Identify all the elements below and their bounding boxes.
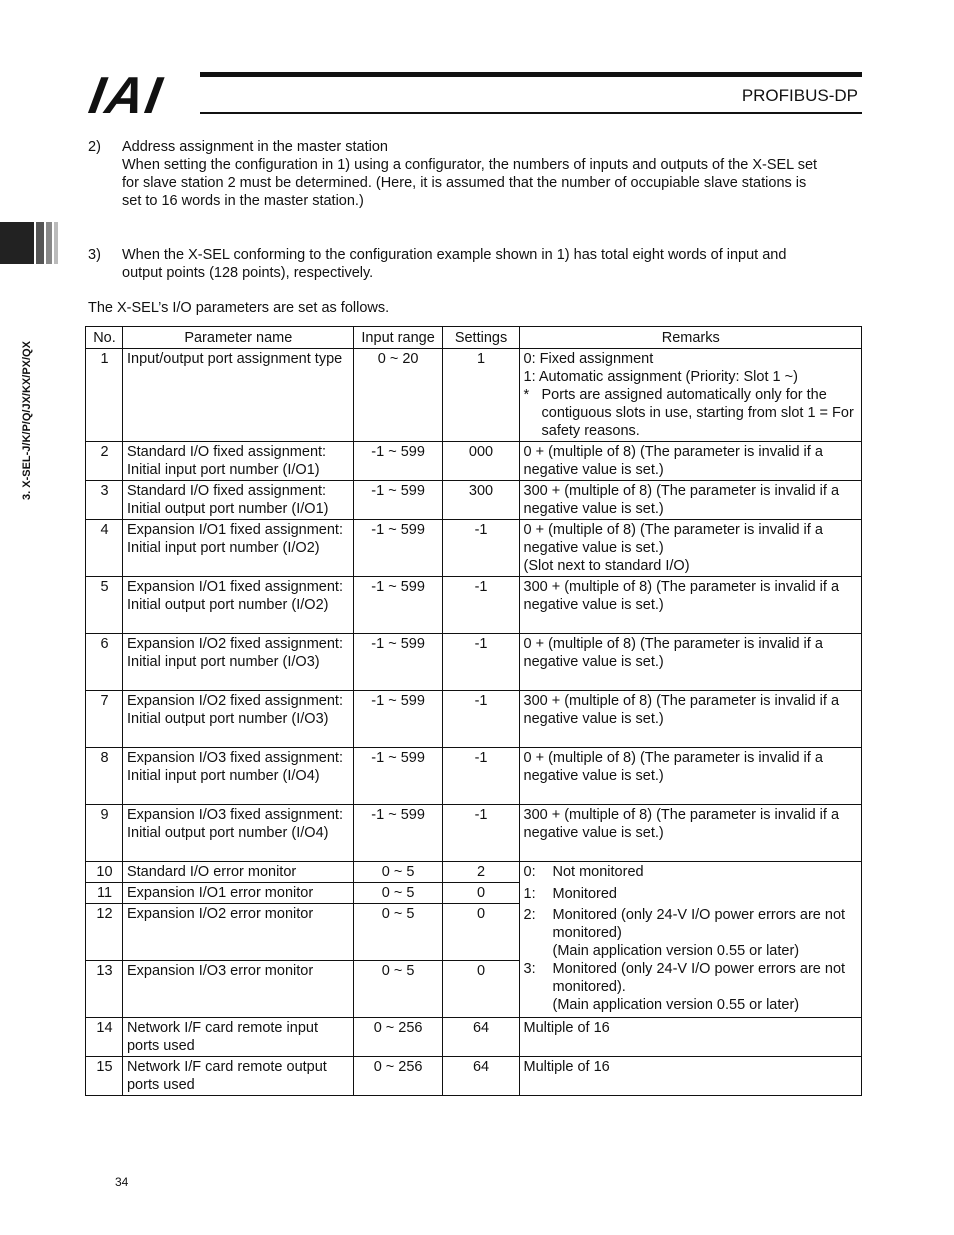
table-row (86, 1057, 862, 1096)
paragraph-line: for slave station 2 must be determined. (Here, it is assumed that the number of occupiable slave stations is (122, 175, 807, 191)
cell-input-range: -1 ~ 599 (353, 442, 442, 481)
note-asterisk: * (523, 387, 530, 403)
paragraph-number: 3) (88, 247, 101, 263)
monitor-option-key: 3: (523, 961, 536, 977)
table-intro: The X-SEL’s I/O parameters are set as follows. (88, 300, 390, 316)
monitor-option-note: (Main application version 0.55 or later) (552, 943, 800, 959)
cell-setting: 300 (442, 481, 519, 520)
cell-parameter-name: Standard I/O error monitor (122, 862, 353, 883)
io-parameter-table (85, 326, 862, 1096)
remark-note (524, 386, 859, 440)
monitor-option-text: Not monitored (552, 864, 644, 880)
cell-setting: -1 (442, 634, 519, 691)
cell-input-range: -1 ~ 599 (353, 748, 442, 805)
cell-setting: 0 (442, 904, 519, 961)
cell-remarks: 0 + (multiple of 8) (The parameter is invalid if a negative value is set.) (519, 748, 862, 805)
cell-remarks (519, 349, 862, 442)
cell-setting: -1 (442, 748, 519, 805)
col-header-no: No. (86, 327, 123, 349)
cell-no: 3 (86, 481, 123, 520)
cell-parameter-name: Expansion I/O2 fixed assignment: Initial output port number (I/O3) (122, 691, 353, 748)
paragraph-line: output points (128 points), respectively. (122, 265, 374, 281)
cell-remarks: 300 + (multiple of 8) (The parameter is invalid if a negative value is set.) (519, 481, 862, 520)
cell-no: 7 (86, 691, 123, 748)
cell-no: 8 (86, 748, 123, 805)
cell-setting: -1 (442, 805, 519, 862)
cell-setting: 0 (442, 961, 519, 1018)
monitor-option-note: (Main application version 0.55 or later) (552, 997, 800, 1013)
cell-setting: 0 (442, 883, 519, 904)
table-row (86, 748, 862, 805)
cell-setting: -1 (442, 691, 519, 748)
table-row (86, 805, 862, 862)
cell-remarks: Multiple of 16 (519, 1057, 862, 1096)
cell-setting: -1 (442, 577, 519, 634)
monitor-option-key: 2: (523, 907, 536, 923)
cell-parameter-name: Network I/F card remote output ports used (122, 1057, 353, 1096)
cell-parameter-name: Standard I/O fixed assignment: Initial output port number (I/O1) (122, 481, 353, 520)
cell-input-range: -1 ~ 599 (353, 691, 442, 748)
cell-input-range: 0 ~ 5 (353, 883, 442, 904)
remark-line: (Slot next to standard I/O) (523, 558, 690, 574)
cell-remarks: 300 + (multiple of 8) (The parameter is invalid if a negative value is set.) (519, 691, 862, 748)
cell-setting: 1 (442, 349, 519, 442)
cell-input-range: 0 ~ 256 (353, 1057, 442, 1096)
paragraph-line: When the X-SEL conforming to the configuration example shown in 1) has total eight words of input and (122, 247, 787, 263)
cell-parameter-name: Expansion I/O1 fixed assignment: Initial output port number (I/O2) (122, 577, 353, 634)
table-row (86, 442, 862, 481)
table-row (86, 481, 862, 520)
table-header-row (86, 327, 862, 349)
monitor-option-key: 1: (523, 886, 536, 902)
paragraph-number: 2) (88, 139, 101, 155)
cell-input-range: 0 ~ 20 (353, 349, 442, 442)
remark-line: 0: Fixed assignment (523, 351, 654, 367)
cell-remarks-monitor (519, 862, 862, 1018)
monitor-option-text: Monitored (552, 886, 617, 902)
remark-line: 1: Automatic assignment (Priority: Slot 1 ~) (523, 369, 798, 385)
cell-input-range: -1 ~ 599 (353, 481, 442, 520)
monitor-option (524, 863, 859, 881)
cell-no: 13 (86, 961, 123, 1018)
cell-no: 1 (86, 349, 123, 442)
table-row (86, 634, 862, 691)
iai-logo: IAI (84, 67, 168, 125)
table-row (86, 577, 862, 634)
page-number: 34 (115, 1175, 129, 1189)
monitor-option-key: 0: (523, 864, 536, 880)
cell-parameter-name: Network I/F card remote input ports used (122, 1018, 353, 1057)
cell-remarks: 0 + (multiple of 8) (The parameter is invalid if a negative value is set.) (519, 442, 862, 481)
cell-parameter-name: Input/output port assignment type (122, 349, 353, 442)
note-text: Ports are assigned automatically only for the contiguous slots in use, starting from slot 1 = For safety reasons. (541, 387, 854, 439)
cell-input-range: -1 ~ 599 (353, 805, 442, 862)
col-header-parameter-name: Parameter name (122, 327, 353, 349)
cell-no: 14 (86, 1018, 123, 1057)
cell-parameter-name: Expansion I/O3 fixed assignment: Initial output port number (I/O4) (122, 805, 353, 862)
cell-setting: 64 (442, 1057, 519, 1096)
paragraph-line: Address assignment in the master station (122, 139, 388, 155)
cell-parameter-name: Expansion I/O2 fixed assignment: Initial input port number (I/O3) (122, 634, 353, 691)
header-rule-thin (200, 112, 862, 114)
header-rule-thick (200, 72, 862, 77)
chapter-side-label: 3. X-SEL-J/K/P/Q/JX/KX/PX/QX (21, 341, 33, 500)
cell-input-range: 0 ~ 5 (353, 961, 442, 1018)
cell-remarks: 300 + (multiple of 8) (The parameter is invalid if a negative value is set.) (519, 577, 862, 634)
cell-input-range: -1 ~ 599 (353, 577, 442, 634)
cell-remarks: 300 + (multiple of 8) (The parameter is invalid if a negative value is set.) (519, 805, 862, 862)
table-row (86, 691, 862, 748)
cell-no: 10 (86, 862, 123, 883)
monitor-option-text: Monitored (only 24-V I/O power errors are not monitored) (552, 907, 846, 941)
col-header-remarks: Remarks (519, 327, 862, 349)
cell-input-range: 0 ~ 5 (353, 904, 442, 961)
table-row (86, 520, 862, 577)
cell-setting: 000 (442, 442, 519, 481)
monitor-option (524, 885, 859, 903)
monitor-option-text: Monitored (only 24-V I/O power errors are not monitored). (552, 961, 846, 995)
cell-setting: 64 (442, 1018, 519, 1057)
cell-setting: -1 (442, 520, 519, 577)
table-row (86, 862, 862, 883)
col-header-input-range: Input range (353, 327, 442, 349)
cell-input-range: -1 ~ 599 (353, 634, 442, 691)
col-header-settings: Settings (442, 327, 519, 349)
cell-input-range: 0 ~ 5 (353, 862, 442, 883)
cell-input-range: 0 ~ 256 (353, 1018, 442, 1057)
cell-setting: 2 (442, 862, 519, 883)
remark-line: 0 + (multiple of 8) (The parameter is invalid if a negative value is set.) (523, 522, 823, 556)
table-row (86, 349, 862, 442)
cell-parameter-name: Expansion I/O3 error monitor (122, 961, 353, 1018)
header-title: PROFIBUS-DP (741, 86, 858, 105)
cell-parameter-name: Expansion I/O1 fixed assignment: Initial input port number (I/O2) (122, 520, 353, 577)
cell-parameter-name: Standard I/O fixed assignment: Initial input port number (I/O1) (122, 442, 353, 481)
cell-remarks: 0 + (multiple of 8) (The parameter is invalid if a negative value is set.) (519, 634, 862, 691)
cell-no: 6 (86, 634, 123, 691)
monitor-option (524, 906, 859, 960)
cell-input-range: -1 ~ 599 (353, 520, 442, 577)
cell-remarks: Multiple of 16 (519, 1018, 862, 1057)
cell-no: 2 (86, 442, 123, 481)
cell-no: 11 (86, 883, 123, 904)
monitor-option (524, 960, 859, 1014)
cell-parameter-name: Expansion I/O3 fixed assignment: Initial input port number (I/O4) (122, 748, 353, 805)
cell-no: 15 (86, 1057, 123, 1096)
paragraph-line: set to 16 words in the master station.) (122, 193, 364, 209)
paragraph-line: When setting the configuration in 1) using a configurator, the numbers of inputs and outputs of the X-SEL set (122, 157, 818, 173)
cell-no: 5 (86, 577, 123, 634)
cell-no: 4 (86, 520, 123, 577)
cell-no: 9 (86, 805, 123, 862)
cell-no: 12 (86, 904, 123, 961)
cell-parameter-name: Expansion I/O1 error monitor (122, 883, 353, 904)
chapter-tab-marker (0, 222, 58, 264)
cell-remarks (519, 520, 862, 577)
table-row (86, 1018, 862, 1057)
cell-parameter-name: Expansion I/O2 error monitor (122, 904, 353, 961)
